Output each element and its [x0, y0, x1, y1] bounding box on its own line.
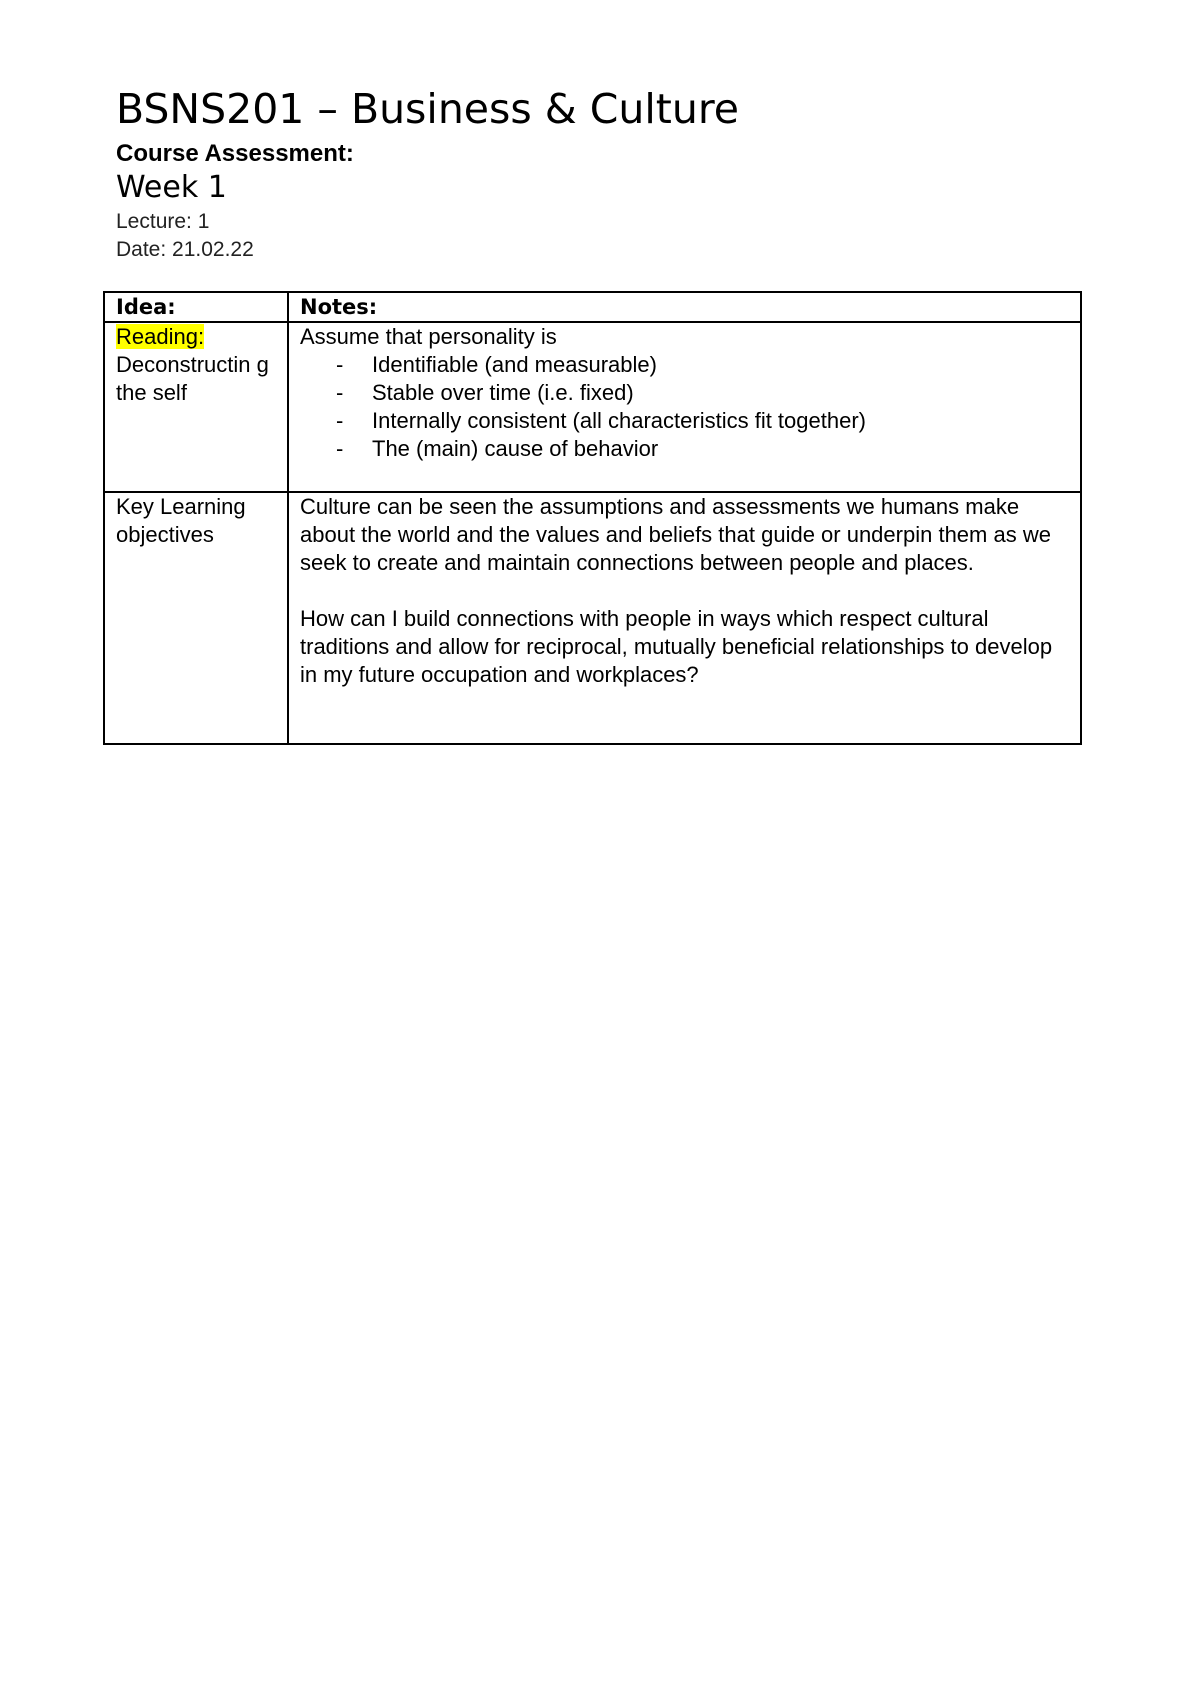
notes-paragraph: Culture can be seen the assumptions and assessments we humans make about the world and the values and beliefs that guide or underpin them as we seek to create and maintain connections between people and places.	[300, 494, 1051, 575]
date-label: Date: 21.02.22	[116, 238, 254, 261]
header-idea: Idea:	[104, 292, 288, 322]
notes-table	[103, 291, 1082, 745]
idea-text: Deconstructin g the self	[116, 352, 269, 405]
document-title: BSNS201 – Business & Culture	[116, 85, 740, 133]
idea-cell	[104, 322, 288, 492]
week-heading: Week 1	[116, 170, 227, 205]
document-subtitle: Course Assessment:	[116, 140, 354, 167]
notes-paragraph: How can I build connections with people in ways which respect cultural traditions and allow for reciprocal, mutually beneficial relationships to develop in my future occupation and workplaces?	[300, 606, 1053, 687]
idea-text: Key Learning objectives	[116, 494, 246, 547]
notes-cell	[288, 492, 1081, 744]
table-row	[104, 492, 1081, 744]
notes-intro: Assume that personality is	[300, 324, 557, 349]
idea-cell	[104, 492, 288, 744]
table-row	[104, 322, 1081, 492]
header-notes: Notes:	[288, 292, 1081, 322]
list-item: - The (main) cause of behavior	[336, 436, 659, 461]
table-header-row	[104, 292, 1081, 322]
list-item: - Identifiable (and measurable)	[336, 352, 657, 377]
reading-highlight: Reading:	[116, 324, 205, 349]
list-item: - Stable over time (i.e. fixed)	[336, 380, 634, 405]
list-item: - Internally consistent (all characteristics fit together)	[336, 408, 866, 433]
lecture-label: Lecture: 1	[116, 210, 210, 233]
notes-cell	[288, 322, 1081, 492]
bullet-list	[300, 351, 1069, 463]
